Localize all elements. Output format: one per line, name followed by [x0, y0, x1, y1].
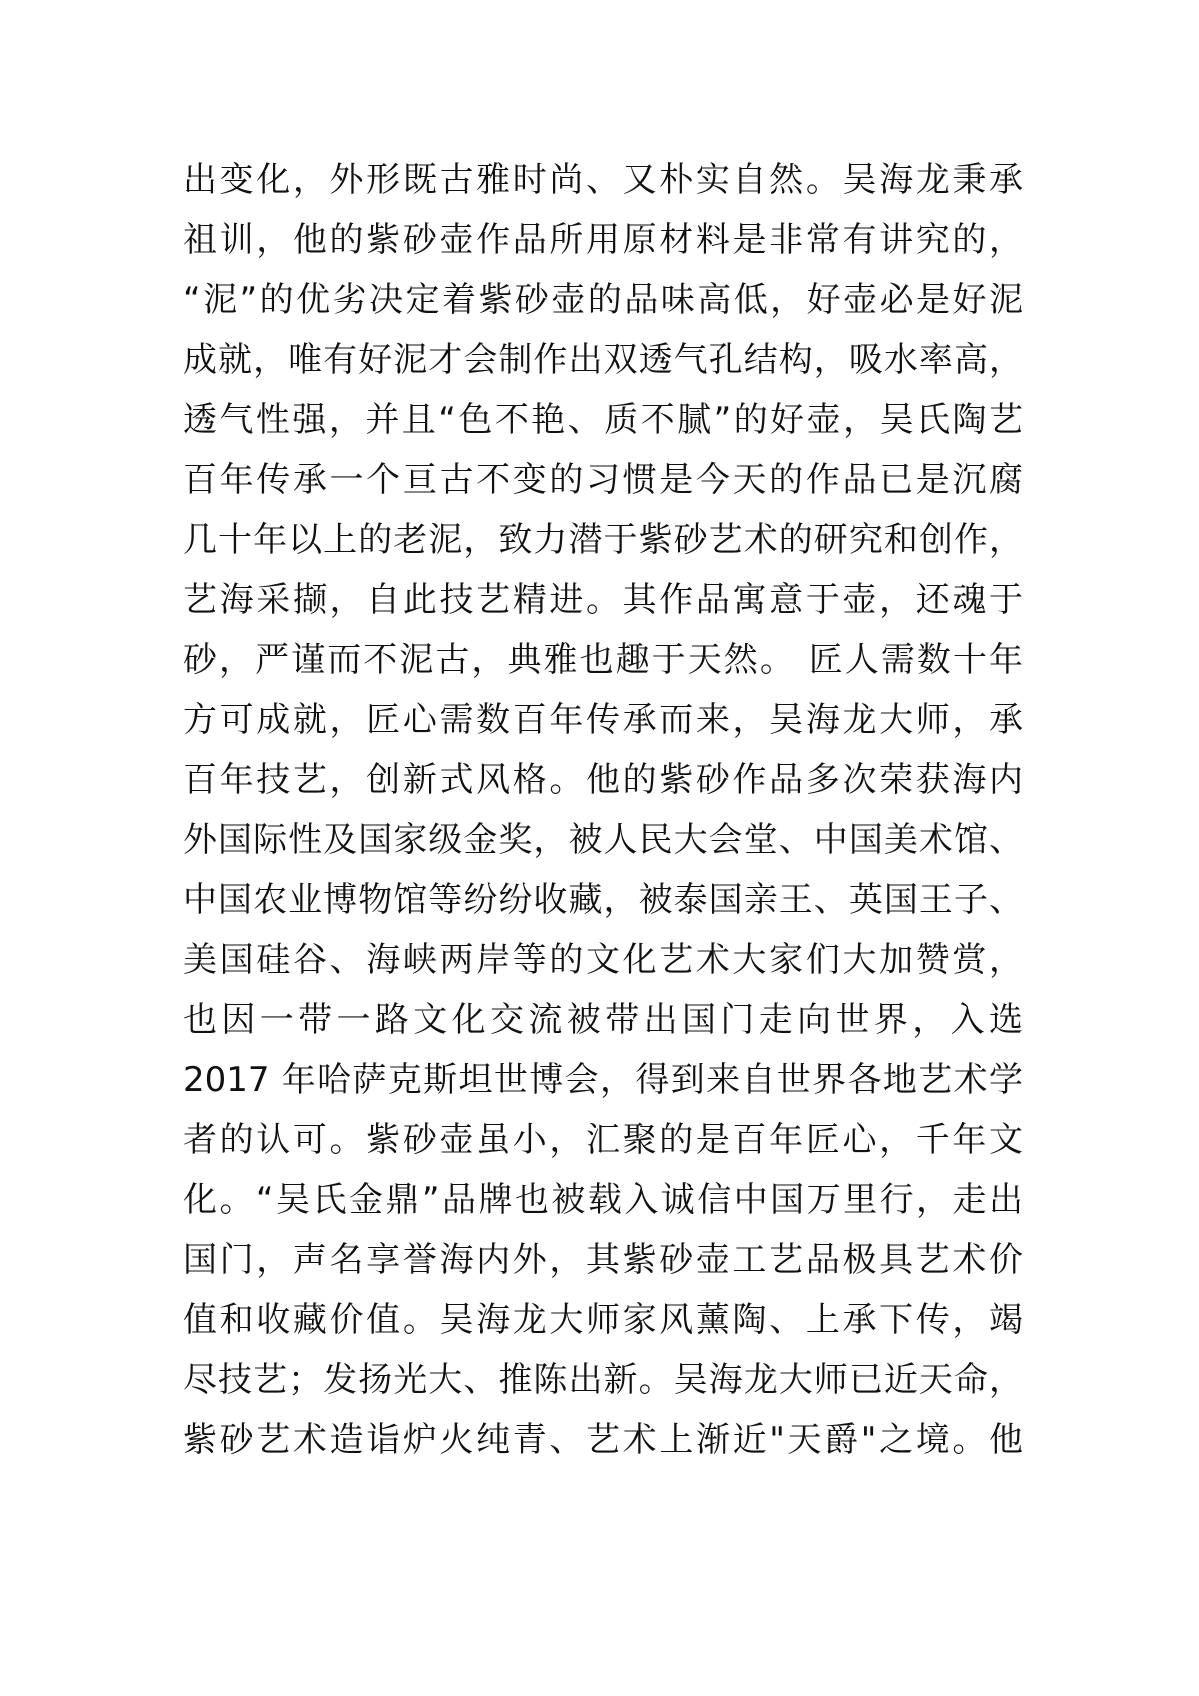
text-line-17: 者的认可。紫砂壶虽小，汇聚的是百年匠心，千年文	[183, 1120, 1023, 1160]
text-line-5: 透气性强，并且“色不艳、质不腻”的好壶，吴氏陶艺	[183, 400, 1023, 440]
text-line-21: 尽技艺；发扬光大、推陈出新。吴海龙大师已近天命，	[183, 1360, 1023, 1400]
text-line-10: 方可成就，匠心需数百年传承而来，吴海龙大师，承	[183, 700, 1023, 740]
text-line-22: 紫砂艺术造诣炉火纯青、艺术上渐近"天爵"之境。他	[183, 1420, 1023, 1460]
text-line-15: 也因一带一路文化交流被带出国门走向世界，入选	[183, 1000, 1023, 1040]
text-line-16: 2017 年哈萨克斯坦世博会，得到来自世界各地艺术学	[183, 1060, 1023, 1100]
text-line-6: 百年传承一个亘古不变的习惯是今天的作品已是沉腐	[183, 460, 1023, 500]
text-line-3: “泥”的优劣决定着紫砂壶的品味高低，好壶必是好泥	[183, 280, 1023, 320]
text-line-18: 化。“吴氏金鼎”品牌也被载入诚信中国万里行，走出	[183, 1180, 1023, 1220]
text-line-7: 几十年以上的老泥，致力潜于紫砂艺术的研究和创作，	[183, 520, 1023, 560]
text-line-4: 成就，唯有好泥才会制作出双透气孔结构，吸水率高，	[183, 340, 1023, 380]
text-line-20: 值和收藏价值。吴海龙大师家风薰陶、上承下传，竭	[183, 1300, 1023, 1340]
text-line-9: 砂，严谨而不泥古，典雅也趣于天然。 匠人需数十年	[183, 640, 1023, 680]
body-text	[183, 150, 1023, 1470]
text-line-12: 外国际性及国家级金奖，被人民大会堂、中国美术馆、	[183, 820, 1023, 860]
text-line-2: 祖训，他的紫砂壶作品所用原材料是非常有讲究的，	[183, 220, 1023, 260]
text-line-19: 国门，声名享誉海内外，其紫砂壶工艺品极具艺术价	[183, 1240, 1023, 1280]
text-line-11: 百年技艺，创新式风格。他的紫砂作品多次荣获海内	[183, 760, 1023, 800]
text-line-1: 出变化，外形既古雅时尚、又朴实自然。吴海龙秉承	[183, 160, 1023, 200]
text-line-14: 美国硅谷、海峡两岸等的文化艺术大家们大加赞赏，	[183, 940, 1023, 980]
text-line-8: 艺海采撷，自此技艺精进。其作品寓意于壶，还魂于	[183, 580, 1023, 620]
text-line-13: 中国农业博物馆等纷纷收藏，被泰国亲王、英国王子、	[183, 880, 1023, 920]
